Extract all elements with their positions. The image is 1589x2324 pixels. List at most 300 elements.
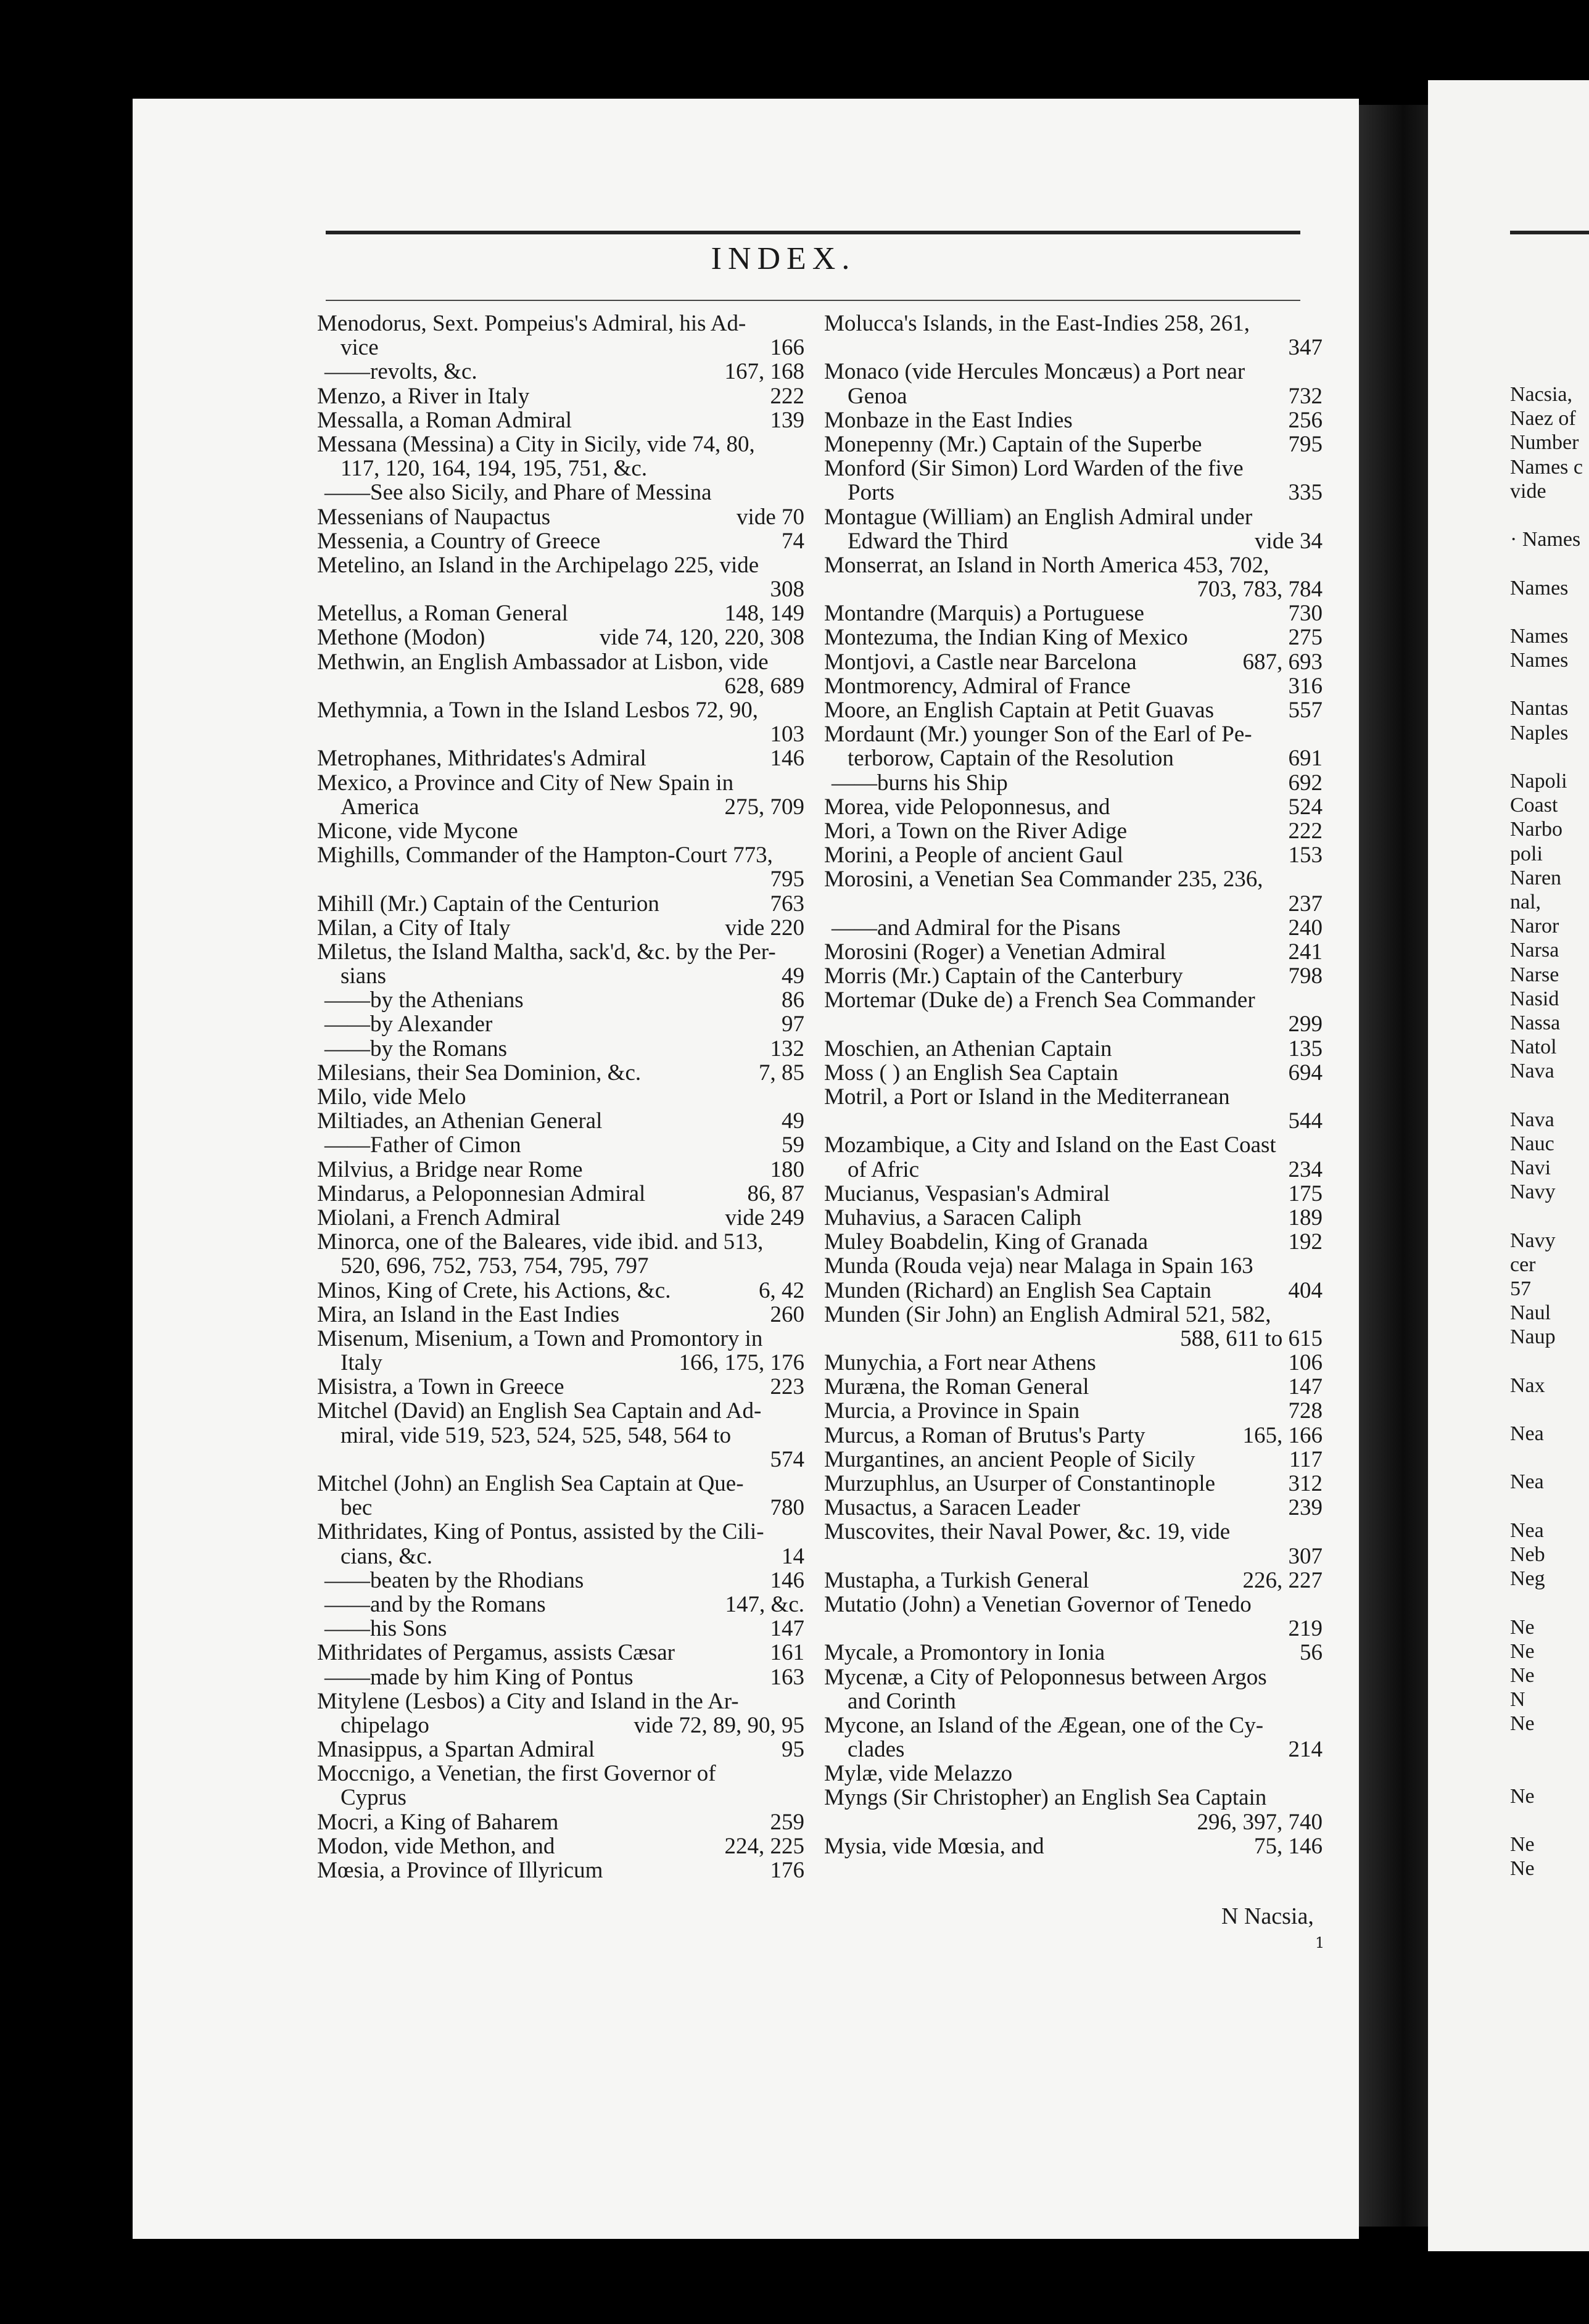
entry-text: Moccnigo, a Venetian, the first Governor of — [317, 1762, 716, 1786]
entry-text: Munden (Sir John) an English Admiral 521, 582, — [824, 1302, 1271, 1327]
index-entry — [824, 1158, 1323, 1182]
entry-text: Genoa — [848, 384, 907, 408]
entry-text: Mithridates, King of Pontus, assisted by the Cili- — [317, 1520, 764, 1544]
entry-text: Monaco (vide Hercules Moncæus) a Port near — [824, 360, 1245, 384]
entry-pages: 798 — [1288, 964, 1323, 989]
entry-text: chipelago — [340, 1713, 429, 1738]
entry-pages: 6, 42 — [759, 1278, 804, 1303]
entry-text: Munda (Rouda veja) near Malaga in Spain 163 — [824, 1254, 1253, 1279]
facing-fragment: Names — [1510, 649, 1569, 672]
facing-fragment: Ne — [1510, 1857, 1535, 1881]
entry-pages: 691 — [1288, 746, 1323, 771]
facing-fragment: Nantas — [1510, 697, 1569, 720]
entry-pages: 180 — [770, 1157, 804, 1182]
entry-pages: 574 — [770, 1447, 804, 1472]
entry-pages: 312 — [1288, 1472, 1323, 1496]
entry-text: Murcia, a Province in Spain — [824, 1399, 1080, 1424]
index-entry — [824, 1617, 1323, 1641]
entry-text: 117, 120, 164, 194, 195, 751, &c. — [340, 456, 648, 481]
index-entry — [317, 625, 804, 649]
entry-text: miral, vide 519, 523, 524, 525, 548, 564 to — [340, 1423, 732, 1448]
entry-pages: 524 — [1288, 794, 1323, 819]
book-gutter — [1359, 105, 1433, 2227]
entry-text: ——beaten by the Rhodians — [324, 1568, 584, 1593]
entry-text: Metrophanes, Mithridates's Admiral — [317, 746, 646, 771]
entry-pages: 628, 689 — [724, 674, 804, 698]
entry-text: Mysia, vide Mœsia, and — [824, 1834, 1044, 1858]
entry-text: Mexico, a Province and City of New Spain in — [317, 770, 734, 795]
entry-text: Ports — [848, 480, 895, 505]
entry-text: Mœsia, a Province of Illyricum — [317, 1858, 603, 1883]
index-entry — [317, 384, 804, 408]
entry-pages: 132 — [770, 1036, 804, 1061]
entry-pages: 259 — [770, 1810, 804, 1834]
index-entry — [317, 819, 804, 843]
entry-text: Murcus, a Roman of Brutus's Party — [824, 1423, 1145, 1448]
facing-fragment: nal, — [1510, 890, 1542, 913]
catchword: N Nacsia, — [1221, 1903, 1314, 1929]
index-entry — [317, 1182, 804, 1206]
entry-text: Munden (Richard) an English Sea Captain — [824, 1278, 1211, 1303]
entry-text: terborow, Captain of the Resolution — [848, 746, 1174, 771]
index-entry — [317, 1544, 804, 1568]
entry-text: Mnasippus, a Spartan Admiral — [317, 1737, 595, 1762]
facing-fragment — [1510, 1083, 1589, 1107]
facing-fragment: vide — [1510, 479, 1546, 503]
index-entry — [317, 1496, 804, 1520]
index-entry — [317, 529, 804, 553]
index-entry — [317, 1375, 804, 1399]
facing-fragment — [1510, 1760, 1589, 1784]
entry-pages: 763 — [770, 891, 804, 916]
index-entry — [824, 1520, 1323, 1544]
index-entry — [824, 1544, 1323, 1568]
entry-text: Muræna, the Roman General — [824, 1375, 1089, 1399]
index-entry — [317, 1689, 804, 1713]
entry-text: Mycale, a Promontory in Ionia — [824, 1641, 1105, 1665]
index-entry — [317, 746, 804, 770]
index-entry — [317, 1834, 804, 1858]
entry-pages: 703, 783, 784 — [1197, 577, 1323, 602]
entry-text: Mustapha, a Turkish General — [824, 1568, 1089, 1593]
entry-pages: 308 — [770, 577, 804, 602]
index-entry — [317, 674, 804, 698]
entry-pages: 260 — [770, 1302, 804, 1327]
entry-pages: 241 — [1288, 939, 1323, 965]
facing-fragment: Naez of — [1510, 407, 1576, 431]
facing-fragment — [1510, 1446, 1589, 1470]
index-entry — [824, 746, 1323, 770]
entry-text: ——by the Athenians — [324, 988, 524, 1013]
entry-text: Mycone, an Island of the Ægean, one of the Cy- — [824, 1713, 1264, 1738]
facing-fragment — [1510, 745, 1589, 769]
entry-text: Cyprus — [340, 1786, 407, 1810]
entry-pages: 214 — [1288, 1737, 1323, 1762]
index-entry — [317, 1424, 804, 1448]
index-entry — [317, 867, 804, 891]
index-entry — [317, 1617, 804, 1641]
facing-fragment: Neb — [1510, 1543, 1545, 1566]
entry-pages: 56 — [1300, 1641, 1323, 1665]
index-entry — [824, 1834, 1323, 1858]
index-column-right — [824, 311, 1323, 1858]
index-entry — [824, 408, 1323, 432]
facing-fragment: Nea — [1510, 1422, 1544, 1446]
facing-fragment: Narsa — [1510, 939, 1559, 962]
entry-text: ——by the Romans — [324, 1036, 507, 1061]
index-entry — [824, 577, 1323, 601]
entry-pages: 275 — [1288, 625, 1323, 650]
entry-text: Mighills, Commander of the Hampton-Court 773, — [317, 843, 773, 868]
index-entry — [824, 1327, 1323, 1351]
index-entry — [824, 1206, 1323, 1230]
facing-fragment: Naup — [1510, 1325, 1556, 1349]
index-entry — [824, 722, 1323, 746]
entry-text: Miltiades, an Athenian General — [317, 1109, 603, 1134]
entry-pages: 687, 693 — [1242, 649, 1323, 674]
entry-pages: 732 — [1288, 384, 1323, 408]
index-entry — [317, 771, 804, 795]
facing-fragment: Nasid — [1510, 987, 1559, 1010]
index-entry — [824, 1399, 1323, 1423]
facing-fragment: Naul — [1510, 1301, 1551, 1325]
facing-fragment: Names c — [1510, 455, 1583, 479]
index-entry — [824, 1133, 1323, 1157]
index-entry — [317, 432, 804, 456]
index-entry — [317, 1230, 804, 1254]
entry-pages: vide 74, 120, 220, 308 — [600, 625, 804, 650]
entry-pages: 226, 227 — [1242, 1568, 1323, 1593]
entry-text: ——and Admiral for the Pisans — [832, 915, 1121, 940]
entry-text: Mihill (Mr.) Captain of the Centurion — [317, 891, 659, 916]
index-entry — [824, 311, 1323, 336]
entry-text: and Corinth — [848, 1689, 956, 1713]
index-entry — [317, 1351, 804, 1375]
entry-pages: vide 220 — [725, 915, 804, 940]
entry-text: Mitchel (David) an English Sea Captain and Ad- — [317, 1399, 762, 1424]
entry-pages: 97 — [782, 1012, 804, 1037]
entry-pages: 7, 85 — [759, 1060, 804, 1085]
facing-fragment — [1510, 1398, 1589, 1422]
entry-pages: 86 — [782, 988, 804, 1013]
facing-fragment: Naren — [1510, 866, 1562, 889]
entry-text: Monepenny (Mr.) Captain of the Superbe — [824, 432, 1202, 457]
entry-text: Muscovites, their Naval Power, &c. 19, vide — [824, 1520, 1231, 1544]
index-entry — [317, 843, 804, 867]
facing-fragment: Navi — [1510, 1156, 1551, 1179]
facing-fragment: Nacsia, — [1510, 383, 1573, 406]
entry-text: Miolani, a French Admiral — [317, 1205, 561, 1230]
index-entry — [824, 384, 1323, 408]
facing-fragment: N — [1510, 1688, 1525, 1712]
index-entry — [317, 916, 804, 940]
facing-fragment — [1510, 1349, 1589, 1374]
entry-text: Motril, a Port or Island in the Mediterranean — [824, 1085, 1230, 1110]
index-entry — [317, 1520, 804, 1544]
entry-pages: 175 — [1288, 1181, 1323, 1206]
entry-pages: vide 249 — [725, 1205, 804, 1230]
index-entry — [317, 408, 804, 432]
index-entry — [317, 650, 804, 674]
index-entry — [317, 1641, 804, 1665]
entry-pages: 176 — [770, 1858, 804, 1883]
entry-pages: 316 — [1288, 674, 1323, 698]
index-entry — [824, 1665, 1323, 1689]
index-entry — [317, 553, 804, 577]
entry-pages: 234 — [1288, 1157, 1323, 1182]
facing-fragment — [1510, 1808, 1589, 1832]
entry-text: Murzuphlus, an Usurper of Constantinople — [824, 1472, 1216, 1496]
entry-text: Mycenæ, a City of Peloponnesus between Argos — [824, 1665, 1267, 1689]
index-entry — [824, 771, 1323, 795]
entry-pages: 544 — [1288, 1109, 1323, 1134]
index-entry — [824, 1810, 1323, 1834]
entry-text: Myngs (Sir Christopher) an English Sea Captain — [824, 1786, 1267, 1810]
entry-text: Methwin, an English Ambassador at Lisbon, vide — [317, 649, 769, 674]
facing-fragment: Ne — [1510, 1663, 1535, 1687]
entry-pages: 166, 175, 176 — [679, 1351, 804, 1375]
entry-pages: vide 34 — [1255, 529, 1323, 553]
index-entry — [317, 336, 804, 360]
entry-text: Menzo, a River in Italy — [317, 384, 530, 408]
entry-text: Montmorency, Admiral of France — [824, 674, 1131, 698]
index-entry — [824, 456, 1323, 480]
index-entry — [317, 1568, 804, 1593]
entry-text: Misistra, a Town in Greece — [317, 1375, 564, 1399]
facing-fragment — [1510, 1736, 1589, 1760]
entry-text: Mithridates of Pergamus, assists Cæsar — [317, 1641, 675, 1665]
entry-pages: 49 — [782, 964, 804, 989]
index-entry — [824, 1182, 1323, 1206]
entry-text: Mori, a Town on the River Adige — [824, 818, 1128, 844]
index-entry — [317, 964, 804, 988]
index-entry — [317, 988, 804, 1012]
entry-text: Muley Boabdelin, King of Granada — [824, 1230, 1149, 1255]
entry-pages: 219 — [1288, 1617, 1323, 1641]
index-entry — [317, 722, 804, 746]
index-entry — [317, 1109, 804, 1133]
entry-pages: 275, 709 — [724, 794, 804, 819]
entry-pages: 49 — [782, 1109, 804, 1134]
entry-pages: 135 — [1288, 1036, 1323, 1061]
facing-fragment: Ne — [1510, 1639, 1535, 1663]
facing-fragment: Naples — [1510, 721, 1569, 744]
entry-pages: 147 — [770, 1617, 804, 1641]
entry-pages: 296, 397, 740 — [1197, 1810, 1323, 1834]
entry-pages: 59 — [782, 1133, 804, 1158]
entry-pages: 557 — [1288, 698, 1323, 723]
index-entry — [824, 480, 1323, 505]
entry-text: ——by Alexander — [324, 1012, 493, 1037]
index-entry — [824, 1351, 1323, 1375]
entry-pages: 192 — [1288, 1230, 1323, 1255]
facing-fragment: Ne — [1510, 1712, 1535, 1736]
index-entry — [824, 1012, 1323, 1036]
entry-text: Morris (Mr.) Captain of the Canterbury — [824, 964, 1183, 989]
entry-pages: 166 — [770, 336, 804, 360]
entry-text: Milesians, their Sea Dominion, &c. — [317, 1060, 642, 1085]
entry-text: Mylæ, vide Melazzo — [824, 1762, 1013, 1786]
entry-pages: vide 70 — [737, 505, 804, 529]
entry-text: ——and by the Romans — [324, 1592, 546, 1617]
facing-fragment: Nauc — [1510, 1132, 1554, 1155]
entry-text: ——burns his Ship — [832, 770, 1008, 795]
entry-text: Monserrat, an Island in North America 453, 702, — [824, 553, 1269, 578]
entry-text: Morini, a People of ancient Gaul — [824, 843, 1123, 868]
facing-fragment: Coast — [1510, 794, 1558, 817]
entry-text: Minorca, one of the Baleares, vide ibid. and 513, — [317, 1230, 764, 1255]
entry-text: Mira, an Island in the East Indies — [317, 1302, 620, 1327]
entry-text: Musactus, a Saracen Leader — [824, 1496, 1081, 1520]
index-entry — [317, 1206, 804, 1230]
index-entry — [317, 1762, 804, 1786]
index-entry — [317, 940, 804, 964]
index-entry — [317, 1158, 804, 1182]
entry-pages: 161 — [770, 1641, 804, 1665]
entry-pages: 163 — [770, 1665, 804, 1689]
facing-fragment: Narse — [1510, 963, 1559, 986]
entry-pages: 153 — [1288, 843, 1323, 868]
entry-text: Messalla, a Roman Admiral — [317, 408, 572, 432]
entry-pages: 694 — [1288, 1060, 1323, 1085]
index-entry — [824, 360, 1323, 384]
facing-fragment — [1510, 1494, 1589, 1518]
entry-text: Mocri, a King of Baharem — [317, 1810, 559, 1834]
index-entry — [317, 1665, 804, 1689]
index-entry — [317, 1279, 804, 1303]
index-entry — [317, 1061, 804, 1085]
entry-text: Munychia, a Fort near Athens — [824, 1351, 1096, 1375]
entry-text: ——revolts, &c. — [324, 360, 477, 384]
entry-pages: 728 — [1288, 1399, 1323, 1424]
index-entry — [317, 601, 804, 625]
index-entry — [317, 1085, 804, 1109]
index-entry — [317, 795, 804, 819]
entry-pages: 256 — [1288, 408, 1323, 432]
entry-text: Messana (Messina) a City in Sicily, vide 74, 80, — [317, 432, 755, 457]
facing-fragment: Natol — [1510, 1036, 1557, 1059]
index-entry — [317, 1303, 804, 1327]
index-entry — [824, 650, 1323, 674]
index-entry — [824, 1496, 1323, 1520]
index-entry — [317, 1786, 804, 1810]
index-entry — [824, 1279, 1323, 1303]
entry-text: Muhavius, a Saracen Caliph — [824, 1205, 1082, 1230]
entry-text: ——Father of Cimon — [324, 1133, 521, 1158]
entry-pages: 224, 225 — [724, 1834, 804, 1858]
facing-fragment: Ne — [1510, 1833, 1535, 1856]
index-entry — [824, 1472, 1323, 1496]
entry-text: Mitchel (John) an English Sea Captain at Que- — [317, 1472, 744, 1496]
entry-text: Messenia, a Country of Greece — [317, 529, 601, 553]
index-entry — [317, 1858, 804, 1882]
entry-text: Methone (Modon) — [317, 625, 485, 650]
index-entry — [824, 505, 1323, 529]
entry-text: Moschien, an Athenian Captain — [824, 1036, 1112, 1061]
entry-text: Milo, vide Melo — [317, 1085, 466, 1110]
index-entry — [317, 1448, 804, 1472]
index-entry — [824, 1085, 1323, 1109]
facing-fragment: Nassa — [1510, 1011, 1561, 1034]
title-rule — [326, 300, 1300, 301]
entry-text: Mordaunt (Mr.) younger Son of the Earl of Pe- — [824, 722, 1252, 747]
index-entry — [317, 1399, 804, 1423]
index-entry — [824, 916, 1323, 940]
entry-text: Misenum, Misenium, a Town and Promontory in — [317, 1326, 763, 1351]
entry-pages: 117 — [1289, 1447, 1323, 1472]
facing-fragment: cer — [1510, 1253, 1536, 1276]
entry-text: Molucca's Islands, in the East-Indies 258, 261, — [824, 311, 1250, 336]
entry-text: Morosini (Roger) a Venetian Admiral — [824, 939, 1166, 965]
entry-pages: 307 — [1288, 1544, 1323, 1568]
entry-text: Mindarus, a Peloponnesian Admiral — [317, 1181, 646, 1206]
index-entry — [824, 1230, 1323, 1254]
index-entry — [317, 311, 804, 336]
index-entry — [824, 1424, 1323, 1448]
entry-text: Moss ( ) an English Sea Captain — [824, 1060, 1118, 1085]
index-entry — [317, 456, 804, 480]
entry-pages: 139 — [770, 408, 804, 432]
facing-fragment: Nea — [1510, 1470, 1544, 1494]
entry-pages: 146 — [770, 1568, 804, 1593]
facing-page-column — [1510, 382, 1589, 1881]
facing-fragment — [1510, 1204, 1589, 1228]
facing-fragment — [1510, 551, 1589, 575]
index-entry — [317, 505, 804, 529]
index-entry — [824, 698, 1323, 722]
signature-mark: 1 — [1315, 1934, 1325, 1951]
index-column-left — [317, 311, 804, 1882]
facing-fragment: · Names — [1510, 528, 1581, 551]
entry-text: Miletus, the Island Maltha, sack'd, &c. by the Per- — [317, 939, 776, 965]
index-entry — [317, 1472, 804, 1496]
index-entry — [824, 1254, 1323, 1278]
index-entry — [824, 1762, 1323, 1786]
index-entry — [317, 1037, 804, 1061]
entry-pages: 240 — [1288, 915, 1323, 940]
index-entry — [317, 1012, 804, 1036]
facing-fragment: Number — [1510, 431, 1579, 455]
entry-pages: 222 — [1288, 818, 1323, 844]
entry-text: Mozambique, a City and Island on the East Coast — [824, 1133, 1276, 1158]
entry-text: clades — [848, 1737, 905, 1762]
entry-text: sians — [340, 964, 386, 989]
facing-fragment: Navy — [1510, 1229, 1556, 1252]
entry-text: bec — [340, 1496, 373, 1520]
index-entry — [317, 1737, 804, 1762]
index-entry — [317, 892, 804, 916]
index-entry — [317, 1133, 804, 1157]
entry-pages: 165, 166 — [1242, 1423, 1323, 1448]
entry-text: Morea, vide Peloponnesus, and — [824, 794, 1110, 819]
facing-fragment: Neg — [1510, 1567, 1545, 1591]
index-entry — [824, 336, 1323, 360]
index-entry — [824, 1448, 1323, 1472]
entry-text: Metellus, a Roman General — [317, 601, 568, 626]
entry-text: ——made by him King of Pontus — [324, 1665, 634, 1689]
index-entry — [824, 625, 1323, 649]
index-entry — [824, 1109, 1323, 1133]
facing-fragment: Names — [1510, 624, 1569, 648]
index-entry — [824, 1061, 1323, 1085]
entry-pages: 167, 168 — [724, 360, 804, 384]
entry-pages: 780 — [770, 1496, 804, 1520]
index-entry — [317, 1810, 804, 1834]
entry-pages: 239 — [1288, 1496, 1323, 1520]
entry-pages: 299 — [1288, 1012, 1323, 1037]
entry-pages: 335 — [1288, 480, 1323, 505]
index-entry — [824, 601, 1323, 625]
